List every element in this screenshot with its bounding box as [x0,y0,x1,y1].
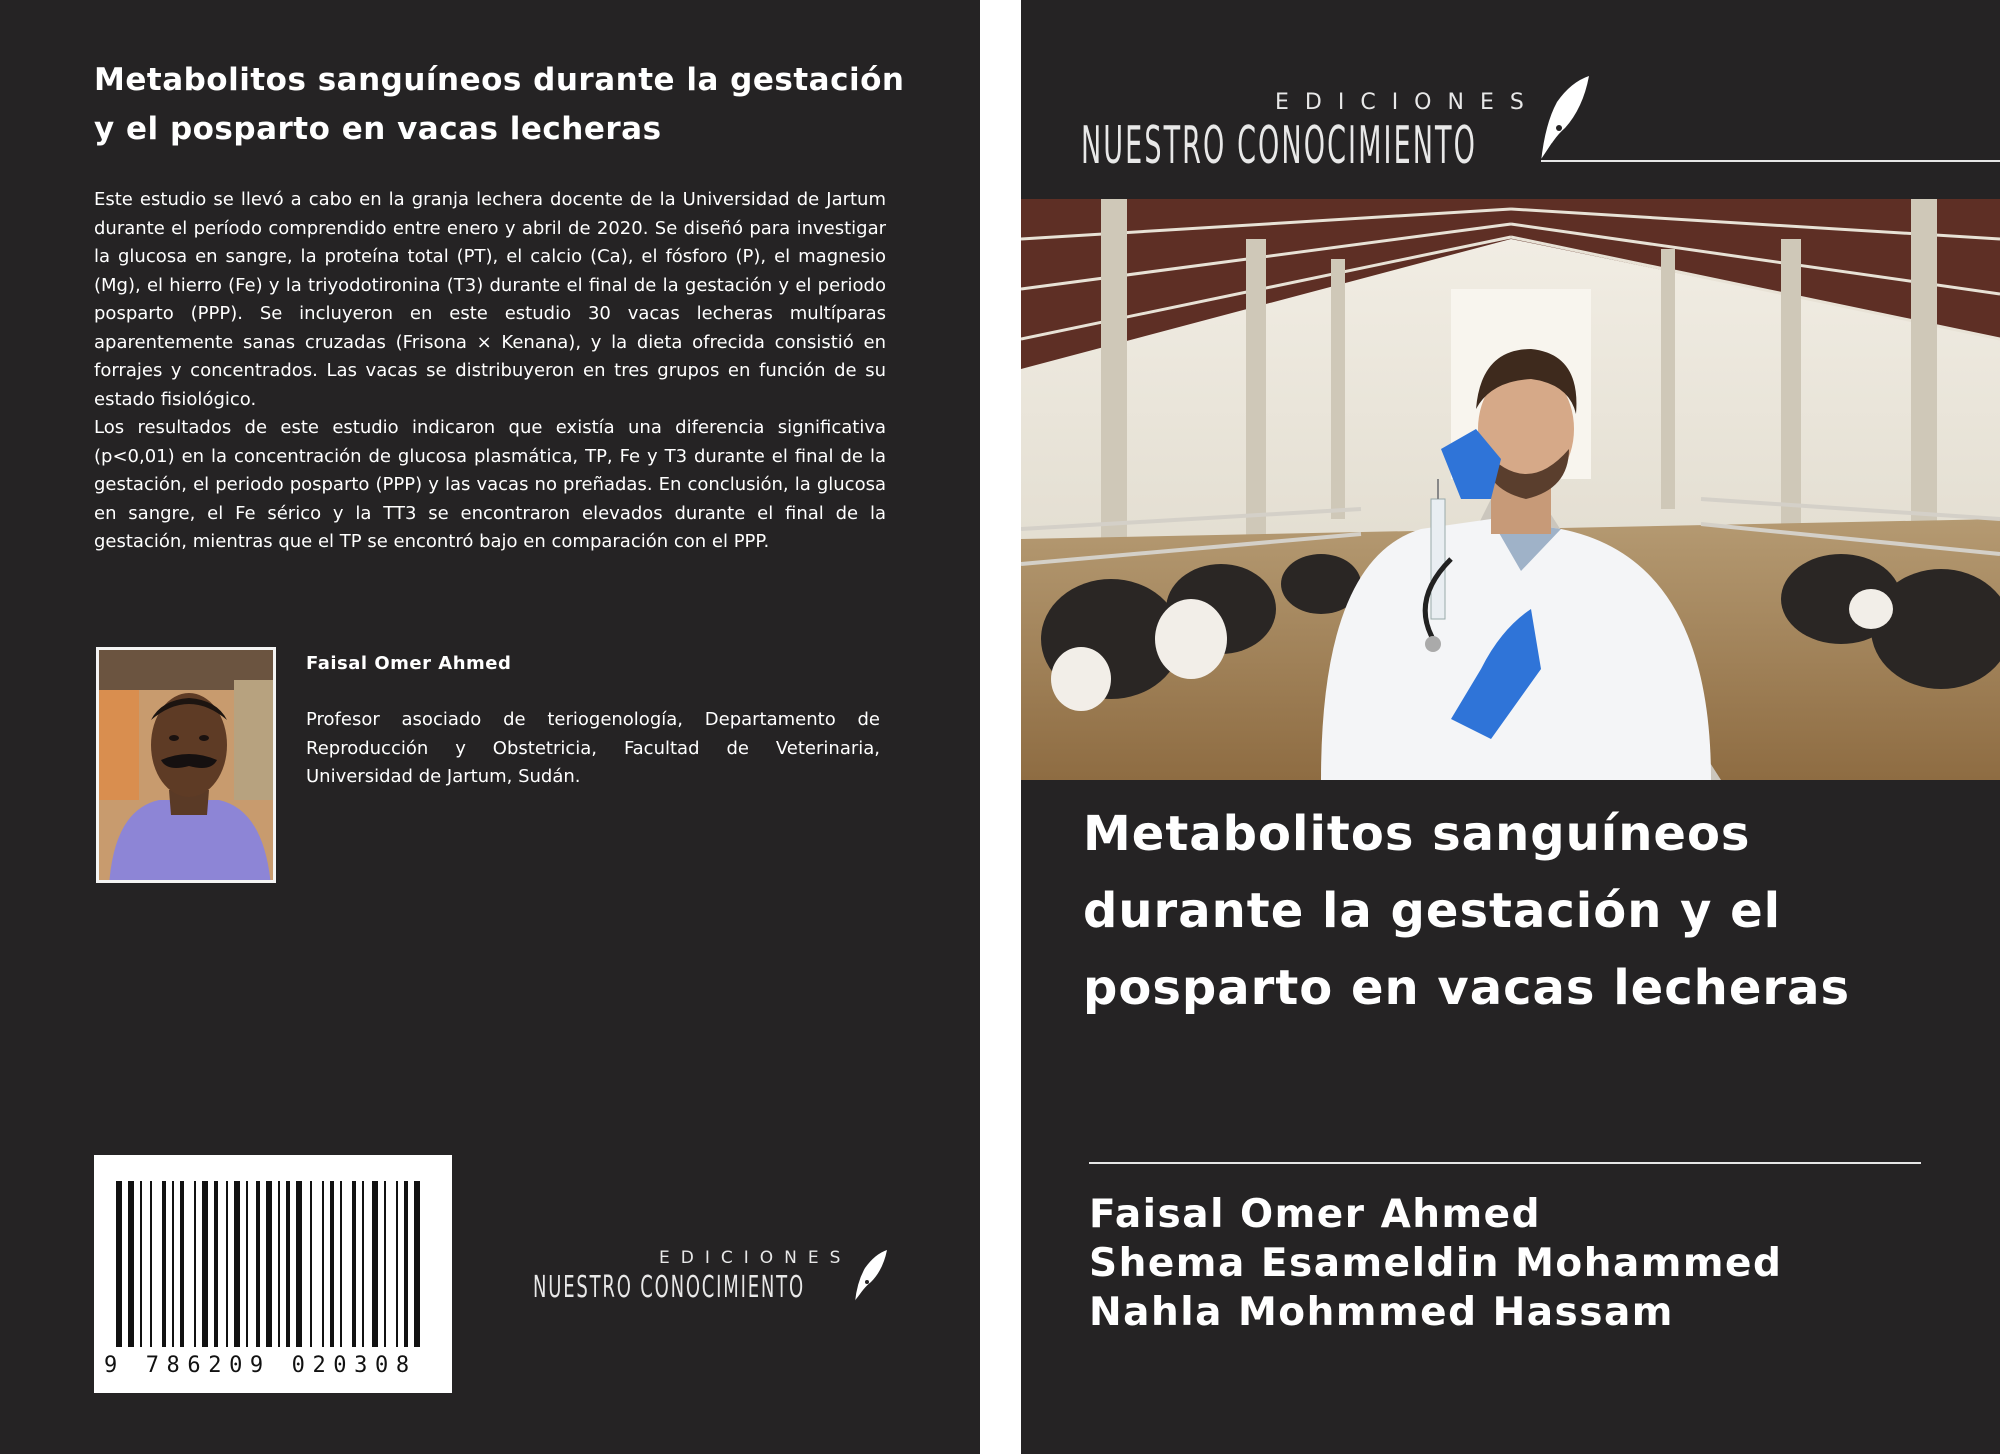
author-portrait-image [99,650,276,883]
barcode-bars [94,1155,452,1355]
publisher-logo-top-text: EDICIONES [659,1248,852,1268]
barcode-bar [384,1181,386,1347]
barcode-bar [340,1181,342,1347]
barcode-bar [140,1181,142,1347]
barcode-bar [180,1181,184,1347]
barcode-bar [322,1181,324,1347]
author-bio: Profesor asociado de teriogenología, Departamento de Reproducción y Obstetricia, Facultad de Veterinaria, Universidad de Jartum, Sudán. [306,709,880,787]
barcode-bar [246,1181,248,1347]
cover-photo-vet-in-dairy-barn [1021,199,2000,780]
barcode-bar [372,1181,378,1347]
isbn-barcode [94,1155,452,1393]
blurb-paragraph: Los resultados de este estudio indicaron que existía una diferencia significativa (p<0,01) en la concentración de glucosa plasmática, TP, Fe y T3 durante el final de la gestación, el periodo posparto (PPP) y las vacas no preñadas. En conclusión, la glucosa en sangre, el Fe sérico y la TT3 se encontraron elevados durante el final de la gestación, mientras que el TP se encontró bajo en comparación con el PPP. [94,417,886,552]
publisher-logo [533,1248,893,1308]
barcode-bar [362,1181,364,1347]
fountain-pen-nib-icon [849,1248,891,1306]
barcode-bar [310,1181,312,1347]
back-cover-blurb [94,186,886,557]
barcode-bar [296,1181,302,1347]
author-line: Nahla Mohmmed Hassam [1089,1290,1674,1335]
front-cover-title: Metabolitos sanguíneos durante la gestación y el posparto en vacas lecheras [1083,806,1851,1016]
publisher-logo [1081,74,2000,176]
barcode-bar [150,1181,152,1347]
author-photo [96,647,276,883]
back-cover-title: Metabolitos sanguíneos durante la gestación y el posparto en vacas lecheras [94,62,905,147]
isbn-number: 9 786209 020308 [104,1353,417,1378]
barcode-bar [194,1181,196,1347]
author-list [1089,1190,1782,1337]
publisher-logo-main-text: NUESTRO CONOCIMIENTO [1081,116,1478,176]
barcode-bar [202,1181,208,1347]
cover-photo-illustration [1021,199,2000,780]
barcode-bar [256,1181,260,1347]
barcode-bar [278,1181,280,1347]
barcode-bar [116,1181,122,1347]
barcode-bar [128,1181,134,1347]
blurb-paragraph: Este estudio se llevó a cabo en la granja lechera docente de la Universidad de Jartum durante el período comprendido entre enero y abril de 2020. Se diseñó para investigar la glucosa en sangre, la proteína total (PT), el calcio (Ca), el fósforo (P), el magnesio (Mg), el hierro (Fe) y la triyodotironina (T3) durante el final de la gestación y el periodo posparto (PPP). Se incluyeron en este estudio 30 vacas lecheras multíparas aparentemente sanas cruzadas (Frisona × Kenana), y la dieta ofrecida consistió en forrajes y concentrados. Las vacas se distribuyeron en tres grupos en función de su estado fisiológico. [94,189,886,410]
barcode-bar [214,1181,218,1347]
publisher-logo-top-text: EDICIONES [1275,90,1540,115]
barcode-bar [330,1181,334,1347]
barcode-bar [234,1181,240,1347]
publisher-logo-main-text: NUESTRO CONOCIMIENTO [533,1270,805,1305]
author-line: Faisal Omer Ahmed [1089,1192,1542,1237]
fountain-pen-nib-icon [1533,74,1593,170]
barcode-bar [162,1181,166,1347]
back-cover [0,0,980,1454]
front-cover [1021,0,2000,1454]
author-name: Faisal Omer Ahmed [306,653,512,674]
barcode-bar [172,1181,174,1347]
barcode-bar [266,1181,272,1347]
barcode-bar [352,1181,356,1347]
logo-underline [1541,160,2000,162]
author-line: Shema Esameldin Mohammed [1089,1241,1783,1286]
title-divider [1089,1162,1921,1164]
barcode-bar [396,1181,398,1347]
barcode-bar [286,1181,290,1347]
barcode-bar [226,1181,228,1347]
barcode-bar [414,1181,420,1347]
barcode-bar [404,1181,408,1347]
